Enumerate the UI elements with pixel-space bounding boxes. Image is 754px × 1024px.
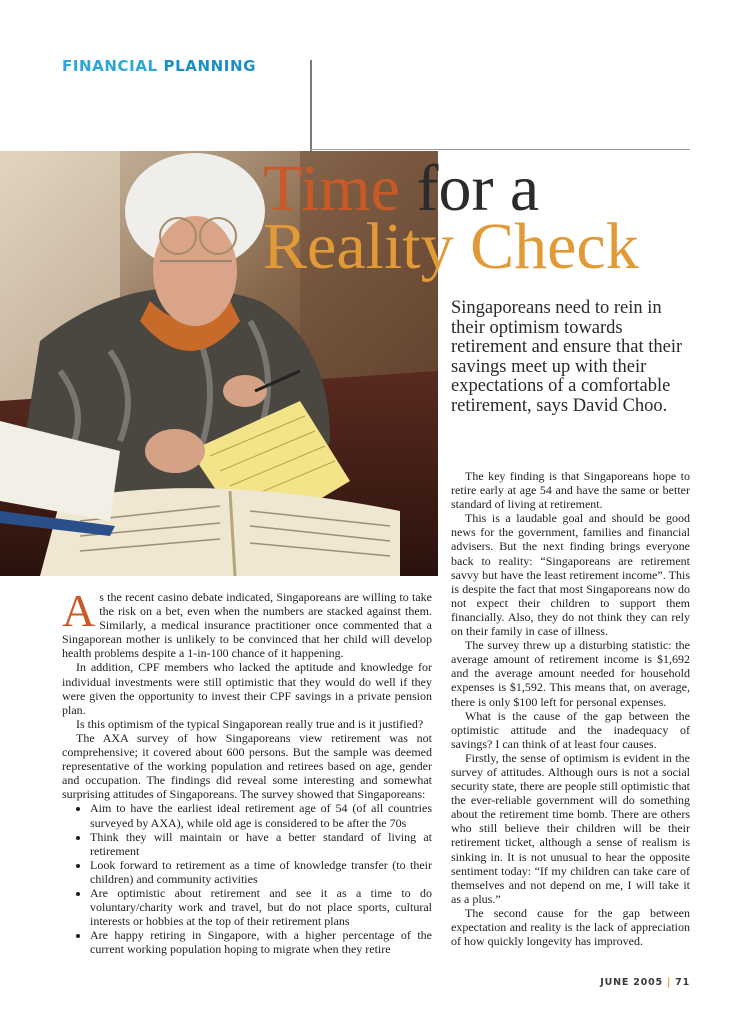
body-paragraph: In addition, CPF members who lacked the aptitude and knowledge for individual investments were still optimistic that they would do well if they were given the opportunity to invest their CPF savings in a private pension plan. [62,660,432,717]
standfirst: Singaporeans need to rein in their optimism towards retirement and ensure that their savings meet up with their expectations of a comfortable retirement, says David Choo. [451,298,683,416]
body-paragraph: What is the cause of the gap between the optimistic attitude and the inadequacy of savings? I can think of at least four causes. [451,708,690,751]
body-paragraph: Firstly, the sense of optimism is evident in the survey of attitudes. Although ours is not a social security state, there are people still optimistic that the ever-reliable government will do something about the retirement time bomb. There are others who still believe their children will be their retirement ticket, although a sense of realism is sinking in. It is not unusual to hear the opposite sentiment today: “If my children can take care of themselves and not depend on me, I will take it as a plus.” [451,750,690,906]
footer-separator: | [666,977,672,988]
article-title [263,152,733,283]
body-paragraph: The key finding is that Singaporeans hope to retire early at age 54 and have the same or better standard of living at retirement. [451,469,690,512]
right-column [451,469,690,948]
body-paragraph: The second cause for the gap between expectation and reality is the lack of appreciation of how quickly longevity has improved. [451,905,690,949]
section-label [62,57,256,75]
title-for-a: for a [416,152,540,225]
title-line-2: Reality Check [263,210,639,283]
drop-cap: A [62,585,96,636]
body-paragraph: Is this optimism of the typical Singaporean really true and is it justified? [76,716,424,731]
section-label-word1: FINANCIAL [62,57,158,75]
body-paragraph: This is a laudable goal and should be good news for the government, families and financial advisers. But the next finding brings everyone back to reality: “Singaporeans are retirement savvy but have the least retirement income”. This is despite the fact that most Singaporeans now do not expect their children to support them financially. Also, they do not think they can rely on their family in case of illness. [451,511,690,639]
list-item: • Aim to have the earliest ideal retirement age of 54 (of all countries surveyed by AXA), while old age is considered to be after the 70s [90,801,432,829]
survey-findings-list [62,801,432,956]
body-paragraph: The AXA survey of how Singaporeans view retirement was not comprehensive; it covered about 600 persons. But the sample was deemed representative of the working population and retirees based on age, gender and occupation. The findings did reveal some interesting and somewhat surprising attitudes of Singaporeans. The survey showed that Singaporeans: [62,730,432,802]
header-horizontal-rule [310,149,690,150]
intro-text: s the recent casino debate indicated, Singaporeans are willing to take the risk on a bet, even when the numbers are stacked against them. Similarly, a medical insurance practitioner once commented that a Singaporean mother is unlikely to be convinced that her child will develop health problems despite a 1-in-100 chance of it happening. [62,590,432,661]
list-item: • Look forward to retirement as a time of knowledge transfer (to their children) and community activities [90,858,432,886]
issue-date: JUNE 2005 [600,977,663,988]
page-footer [600,977,690,988]
left-column [62,585,432,957]
list-item: • Are happy retiring in Singapore, with a higher percentage of the current working population hoping to migrate when they retire [90,928,432,956]
header-vertical-rule [310,60,312,151]
body-paragraph: The survey threw up a disturbing statistic: the average amount of retirement income is $1,692 and the average amount needed for household expenses is $1,592. This means that, on average, there is only $100 left for personal expenses. [451,638,690,709]
page-number: 71 [675,977,690,988]
list-item: • Think they will maintain or have a better standard of living at retirement [90,830,432,858]
intro-paragraph [62,585,432,661]
title-word-time: Time [263,152,400,225]
list-item: • Are optimistic about retirement and see it as a time to do voluntary/charity work and travel, but do not place sports, cultural interests or hobbies at the top of their retirement plans [90,886,432,928]
section-label-word2: PLANNING [163,57,257,75]
